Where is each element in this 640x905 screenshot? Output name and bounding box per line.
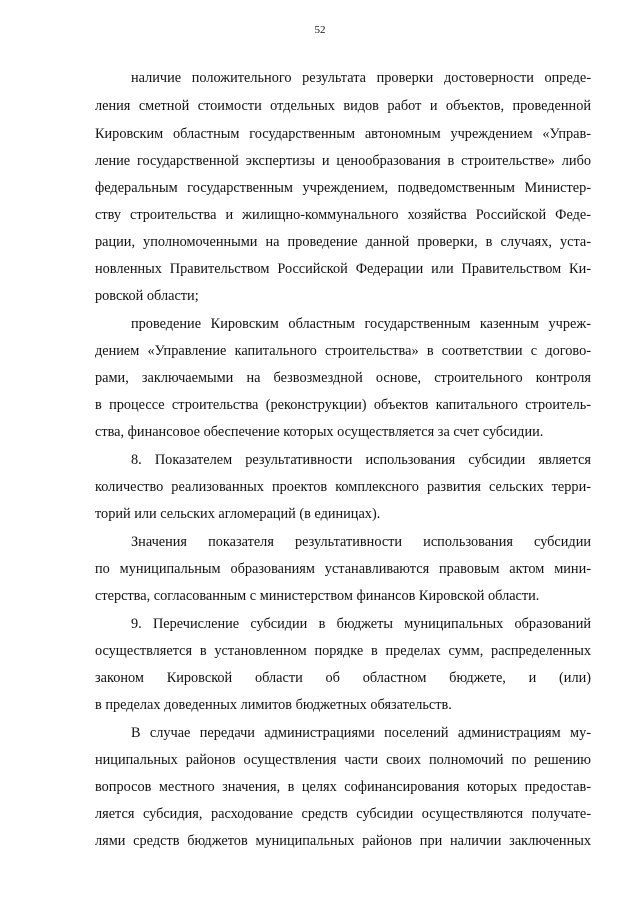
text-line: В случае передачи администрациями поселений администрациям му- [131, 725, 591, 741]
page-number: 52 [314, 24, 326, 36]
text-line: 9. Перечисление субсидии в бюджеты муниципальных образований [131, 616, 591, 632]
text-line: Кировским областным государственным автономным учреждением «Управ- [95, 126, 591, 142]
text-line: проведение Кировским областным государственным казенным учреж- [131, 316, 591, 332]
text-line: ровской области; [95, 288, 199, 304]
text-line: 8. Показателем результативности использования субсидии является [131, 452, 591, 468]
text-line: новленных Правительством Российской Федерации или Правительством Ки- [95, 261, 591, 277]
text-line: лями средств бюджетов муниципальных районов при наличии заключенных [95, 833, 591, 849]
text-line: законом Кировской области об областном бюджете, и (или) [95, 670, 591, 686]
text-line: ления сметной стоимости отдельных видов работ и объектов, проведенной [95, 98, 591, 114]
text-line: по муниципальным образованиям устанавливаются правовым актом мини- [95, 561, 591, 577]
text-line: в процессе строительства (реконструкции) объектов капитального строитель- [95, 397, 591, 413]
text-line: наличие положительного результата проверки достоверности опреде- [131, 70, 591, 86]
text-line: федеральным государственным учреждением, подведомственным Министер- [95, 180, 591, 196]
text-line: стерства, согласованным с министерством финансов Кировской области. [95, 588, 540, 604]
text-line: количество реализованных проектов комплексного развития сельских терри- [95, 479, 591, 495]
text-line: дением «Управление капитального строительства» в соответствии с догово- [95, 343, 591, 359]
text-line: Значения показателя результативности использования субсидии [131, 534, 591, 550]
text-line: вопросов местного значения, в целях софинансирования которых предостав- [95, 779, 591, 795]
text-line: торий или сельских агломераций (в единицах). [95, 506, 381, 522]
text-line: ление государственной экспертизы и ценообразования в строительстве» либо [95, 153, 591, 169]
text-line: рации, уполномоченными на проведение данной проверки, в случаях, уста- [95, 234, 591, 250]
text-line: в пределах доведенных лимитов бюджетных обязательств. [95, 697, 452, 713]
text-line: ству строительства и жилищно-коммунального хозяйства Российской Феде- [95, 207, 591, 223]
text-line: осуществляется в установленном порядке в пределах сумм, распределенных [95, 643, 591, 659]
text-line: ниципальных районов осуществления части своих полномочий по решению [95, 752, 591, 768]
text-line: рами, заключаемыми на безвозмездной основе, строительного контроля [95, 370, 591, 386]
text-line: ства, финансовое обеспечение которых осуществляется за счет субсидии. [95, 424, 544, 440]
text-line: ляется субсидия, расходование средств субсидии осуществляются получате- [95, 806, 591, 822]
